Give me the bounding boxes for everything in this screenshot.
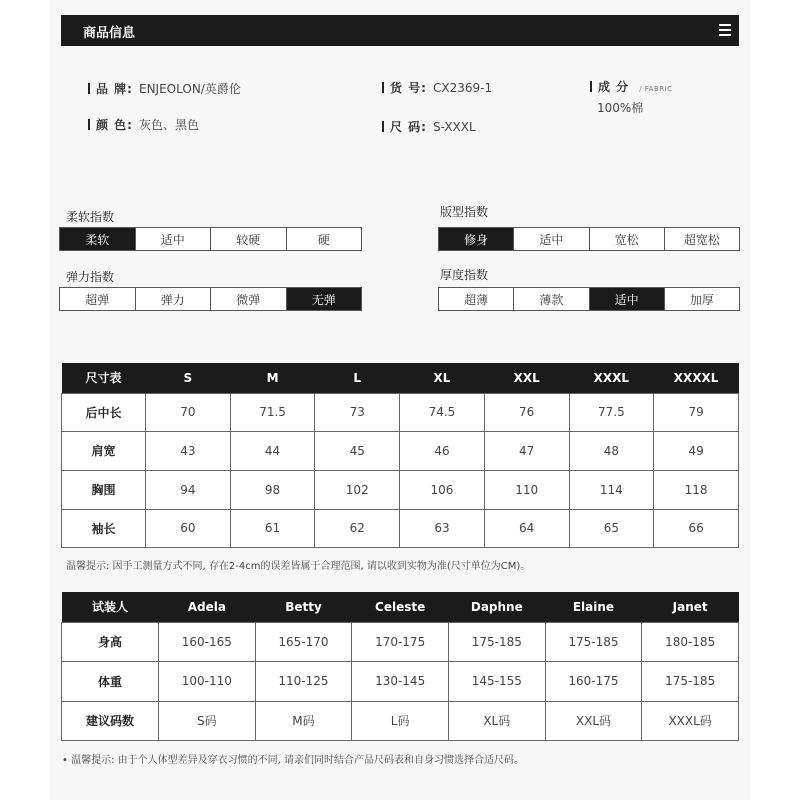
table-cell: 175-185 xyxy=(448,622,545,661)
fabric-info xyxy=(590,78,673,95)
table-cell: XXXL码 xyxy=(642,701,739,740)
table-cell: 70 xyxy=(146,393,231,431)
model-table-header-cell: Betty xyxy=(255,592,352,622)
table-cell: 46 xyxy=(400,431,485,470)
table-cell: 160-175 xyxy=(545,661,642,701)
table-cell: 94 xyxy=(146,470,231,509)
table-cell: 64 xyxy=(484,509,569,547)
table-cell: M码 xyxy=(255,701,352,740)
size-table-header-cell: XL xyxy=(400,363,485,393)
table-cell: 62 xyxy=(315,509,400,547)
elasticity-option[interactable]: 微弹 xyxy=(211,288,287,310)
elasticity-option[interactable]: 无弹 xyxy=(287,288,362,310)
table-cell: 118 xyxy=(654,470,739,509)
fit-option[interactable]: 超宽松 xyxy=(683,232,720,247)
table-cell: 66 xyxy=(654,509,739,547)
brand-info xyxy=(88,80,241,97)
size-table-header-cell: XXXXL xyxy=(654,363,739,393)
row-label-cell: 袖长 xyxy=(62,509,146,547)
bullet-bar-icon xyxy=(382,82,384,93)
thickness-title: 厚度指数 xyxy=(440,268,489,282)
table-cell: 110-125 xyxy=(255,661,352,701)
table-row xyxy=(62,393,739,431)
table-cell: 49 xyxy=(654,431,739,470)
model-table-header-cell: Celeste xyxy=(352,592,449,622)
table-cell: 63 xyxy=(400,509,485,547)
model-table-header-cell: Daphne xyxy=(448,592,545,622)
table-cell: L码 xyxy=(352,701,449,740)
table-cell: 114 xyxy=(569,470,654,509)
table-cell: 73 xyxy=(315,393,400,431)
section-header xyxy=(61,15,739,46)
table-row xyxy=(62,431,739,470)
model-table-header-row xyxy=(62,592,739,622)
softness-option[interactable]: 较硬 xyxy=(211,228,287,250)
table-cell: 102 xyxy=(315,470,400,509)
section-title: 商品信息 xyxy=(83,26,136,41)
table-cell: 100-110 xyxy=(159,661,256,701)
model-table-header-cell: Adela xyxy=(159,592,256,622)
bullet-bar-icon xyxy=(382,121,384,132)
fabric-value-row xyxy=(597,99,643,116)
table-cell: S码 xyxy=(159,701,256,740)
fit-selector xyxy=(438,227,740,251)
model-table-header-cell: 试装人 xyxy=(62,592,159,622)
size-table-header-cell: S xyxy=(146,363,231,393)
table-cell: 130-145 xyxy=(352,661,449,701)
softness-option[interactable]: 硬 xyxy=(317,232,330,247)
softness-selector xyxy=(59,227,362,251)
softness-option[interactable]: 适中 xyxy=(136,228,212,250)
table-cell: 47 xyxy=(484,431,569,470)
thickness-option[interactable]: 加厚 xyxy=(689,292,714,307)
sku-info xyxy=(382,79,492,96)
table-cell: XL码 xyxy=(448,701,545,740)
bullet-bar-icon xyxy=(88,83,90,94)
table-cell: 74.5 xyxy=(400,393,485,431)
size-range-value: S-XXXL xyxy=(432,120,476,134)
sku-label: 货 号: xyxy=(390,81,427,95)
row-label-cell: 后中长 xyxy=(62,393,146,431)
row-label-cell: 肩宽 xyxy=(62,431,146,470)
table-cell: 79 xyxy=(654,393,739,431)
thickness-option[interactable]: 薄款 xyxy=(514,288,589,310)
table-cell: 110 xyxy=(484,470,569,509)
bullet-bar-icon xyxy=(590,81,592,92)
table-row xyxy=(62,622,739,661)
hamburger-menu-icon[interactable] xyxy=(719,24,731,36)
table-cell: XXL码 xyxy=(545,701,642,740)
bullet-bar-icon xyxy=(88,119,90,130)
fit-option[interactable]: 适中 xyxy=(514,228,589,250)
color-info xyxy=(88,116,199,133)
table-cell: 76 xyxy=(484,393,569,431)
table-row xyxy=(62,661,739,701)
softness-option[interactable]: 柔软 xyxy=(60,228,136,250)
table-cell: 65 xyxy=(569,509,654,547)
row-label-cell: 胸围 xyxy=(62,470,146,509)
size-table xyxy=(61,363,739,548)
table-cell: 180-185 xyxy=(642,622,739,661)
table-cell: 106 xyxy=(400,470,485,509)
softness-title: 柔软指数 xyxy=(66,210,115,224)
table-cell: 48 xyxy=(569,431,654,470)
row-label-cell: 体重 xyxy=(62,661,159,701)
table-cell: 77.5 xyxy=(569,393,654,431)
table-cell: 160-165 xyxy=(159,622,256,661)
table-cell: 43 xyxy=(146,431,231,470)
model-table-header-cell: Janet xyxy=(642,592,739,622)
size-range-info xyxy=(382,118,476,135)
table-cell: 175-185 xyxy=(642,661,739,701)
size-table-header-cell: XXL xyxy=(484,363,569,393)
row-label-cell: 建议码数 xyxy=(62,701,159,740)
elasticity-selector xyxy=(59,287,362,311)
sku-value: CX2369-1 xyxy=(432,81,493,95)
fit-option[interactable]: 修身 xyxy=(439,228,514,250)
table-cell: 145-155 xyxy=(448,661,545,701)
table-cell: 60 xyxy=(146,509,231,547)
table-row xyxy=(62,509,739,547)
table-row xyxy=(62,701,739,740)
model-note: • 温馨提示: 由于个人体型差异及穿衣习惯的不同, 请亲们同时结合产品尺码表和自身习惯选择合适尺码。 xyxy=(62,755,524,766)
color-value: 灰色、黑色 xyxy=(138,118,199,132)
elasticity-option[interactable]: 超弹 xyxy=(60,288,136,310)
fit-option[interactable]: 宽松 xyxy=(590,228,665,250)
thickness-selector xyxy=(438,287,740,311)
brand-value: ENJEOLON/英爵伦 xyxy=(138,82,241,96)
fabric-label: 成 分 xyxy=(598,80,630,94)
elasticity-title: 弹力指数 xyxy=(66,270,115,284)
fit-title: 版型指数 xyxy=(440,205,489,219)
row-label-cell: 身高 xyxy=(62,622,159,661)
table-cell: 165-170 xyxy=(255,622,352,661)
model-table-header-cell: Elaine xyxy=(545,592,642,622)
fabric-sub-label: / FABRIC xyxy=(639,85,673,93)
table-cell: 98 xyxy=(230,470,315,509)
fabric-value: 100%棉 xyxy=(597,101,644,115)
size-range-label: 尺 码: xyxy=(390,120,427,134)
size-table-header-cell: 尺寸表 xyxy=(62,363,146,393)
thickness-option[interactable]: 适中 xyxy=(590,288,665,310)
table-cell: 71.5 xyxy=(230,393,315,431)
table-cell: 170-175 xyxy=(352,622,449,661)
brand-label: 品 牌: xyxy=(96,82,133,96)
table-cell: 61 xyxy=(230,509,315,547)
size-table-header-cell: M xyxy=(230,363,315,393)
table-cell: 45 xyxy=(315,431,400,470)
table-cell: 44 xyxy=(230,431,315,470)
table-cell: 175-185 xyxy=(545,622,642,661)
color-label: 颜 色: xyxy=(96,118,133,132)
elasticity-option[interactable]: 弹力 xyxy=(136,288,212,310)
size-note: 温馨提示: 因手工测量方式不同, 存在2-4cm的误差皆属于合理范围, 请以收到实物为准(尺寸单位为CM)。 xyxy=(66,561,531,572)
size-table-header-row xyxy=(62,363,739,393)
table-row xyxy=(62,470,739,509)
model-table xyxy=(61,592,739,741)
thickness-option[interactable]: 超薄 xyxy=(439,288,514,310)
size-table-header-cell: XXXL xyxy=(569,363,654,393)
size-table-header-cell: L xyxy=(315,363,400,393)
